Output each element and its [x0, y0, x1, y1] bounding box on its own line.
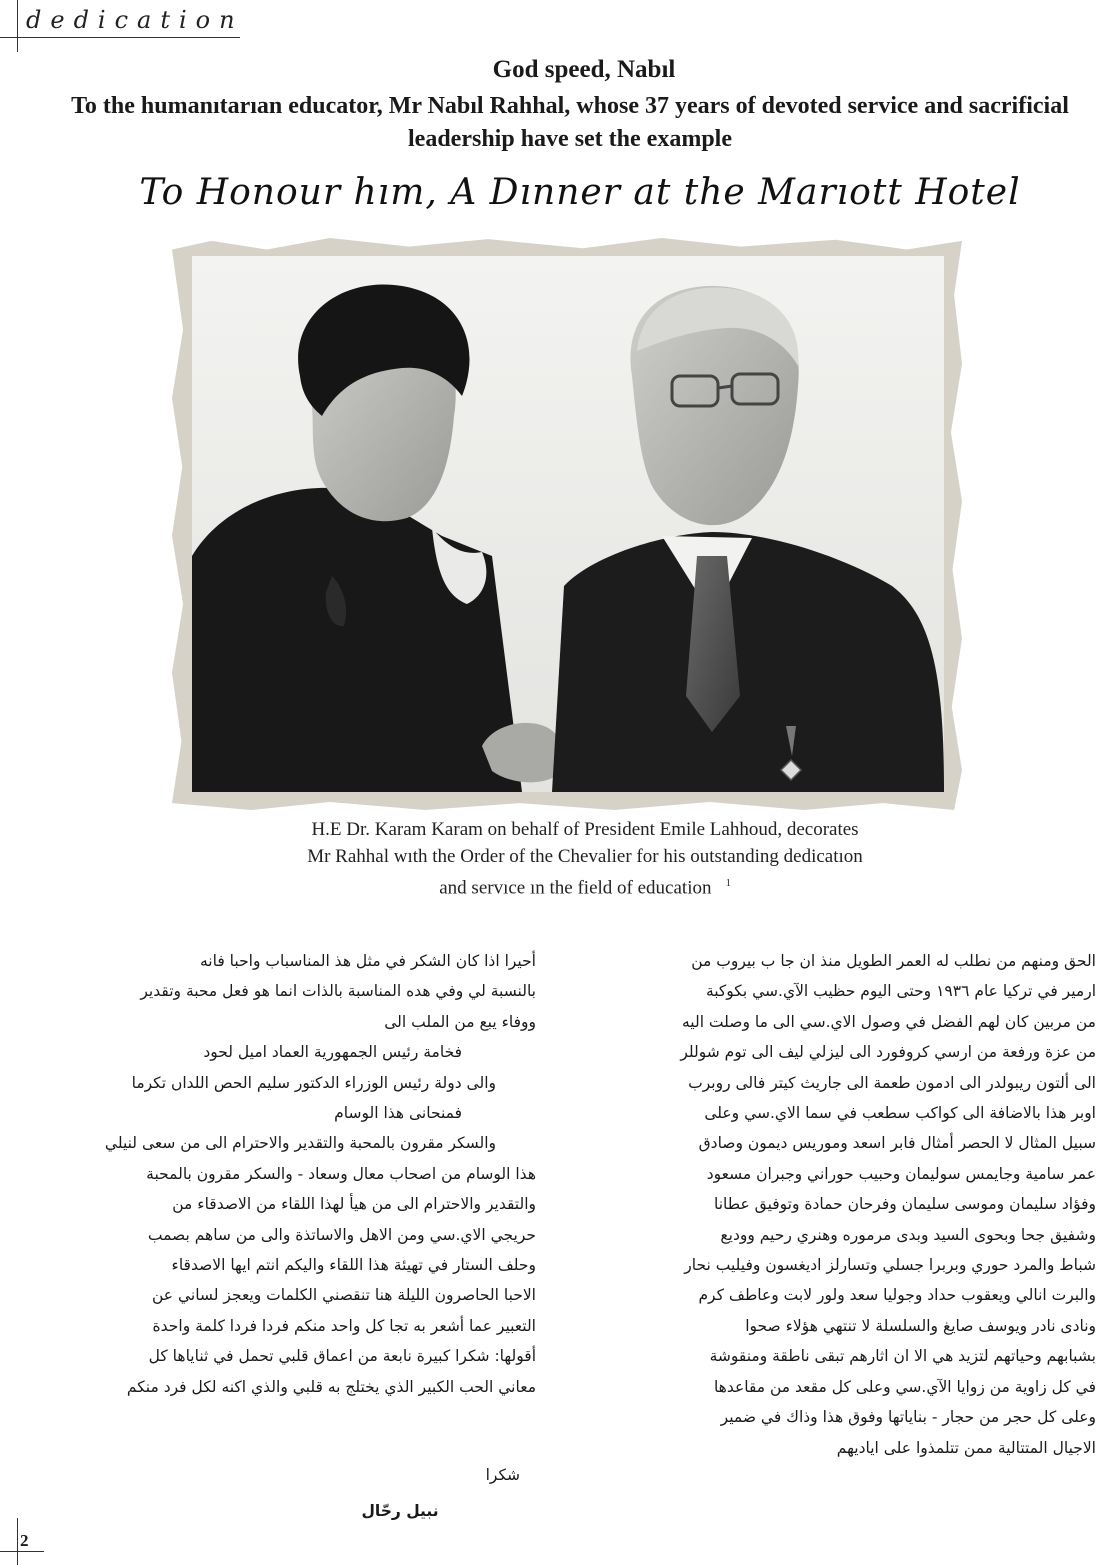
article-line: عمر سامية وجايمس سوليمان وحبيب حوراني وجبران مسعود — [706, 1164, 1096, 1183]
caption-line-3: and servıce ın the field of education — [439, 877, 712, 899]
section-label: dedication — [26, 6, 244, 34]
article-line: الى ألتون ريبولدر الى ادمون طعمة الى جاريث كيتر فالى روبرب — [688, 1073, 1096, 1092]
footer-horizontal-rule — [0, 1551, 44, 1552]
article-line: وحلف الستار في تهيئة هذا اللقاء واليكم انتم ايها الاصدقاء — [171, 1256, 536, 1275]
article-line: سبيل المثال لا الحصر أمثال فابر اسعد وموريس ديمون وصادق — [698, 1134, 1096, 1153]
article-line: بشبابهم وحياتهم لتزيد هي الا ان اثارهم تبقى ناطقة ومنقوشة — [709, 1347, 1096, 1366]
article-line: هذا الوسام من اصحاب معال وسعاد - والسكر مقرون بالمحبة — [146, 1164, 536, 1183]
article-line: شباط والمرد حوري وبربرا جسلي وتسارلز اديغسون وفيليب نحار — [684, 1256, 1096, 1275]
footer-vertical-rule — [17, 1518, 18, 1565]
article-line: والتقدير والاحترام الى من هيأ لهذا اللقاء من الاصدقاء من — [172, 1195, 536, 1214]
caption-line-2: Mr Rahhal wıth the Order of the Chevalier for his outstanding dedicatıon — [307, 846, 863, 867]
article-line: ووفاء يبع من الملب الى — [384, 1012, 536, 1031]
script-subtitle: To Honour hım, A Dınner at the Marıott Hotel — [139, 172, 1021, 213]
article-line: التعبير عما أشعر به تجا كل واحد منكم فردا فردا كلمة واحدة — [152, 1316, 536, 1335]
subheadline: To the humanıtarıan educator, Mr Nabıl Rahhal, whose 37 years of devoted service and sacrificial leadership have set the example — [71, 93, 1069, 152]
article-line: أقولها: شكرا كبيرة نابعة من اعماق قلبي تحمل في ثناياها كل — [148, 1347, 536, 1366]
page-number: 2 — [20, 1531, 29, 1550]
article-line: وفؤاد سليمان وموسى سليمان وفرحان حمادة وتوفيق عطانا — [714, 1195, 1096, 1214]
article-line: والى دولة رئيس الوزراء الدكتور سليم الحص اللداں تكرما — [131, 1073, 496, 1092]
article-line: من مربين كان لهم الفضل في وصول الاي.سي الى ما وصلت اليه — [681, 1012, 1096, 1031]
ceremony-photo-illustration — [192, 256, 944, 792]
article-line: اوبر هذا بالاضافة الى كواكب سطعب في سما الاي.سي وعلى — [704, 1104, 1096, 1123]
header-vertical-rule — [17, 0, 18, 52]
article-line: بالنسبة لي وفي هده المناسبة بالذات انما هو فعل محبة وتقدير — [140, 982, 536, 1001]
article-line: أحيرا اذا كان الشكر في مثل هذ المناسباب واحبا فانه — [200, 952, 536, 970]
article-line: حريجي الاي.سي ومن الاهل والاساتذة والى من ساهم بصمب — [147, 1225, 536, 1244]
closing-thanks: شكرا — [485, 1466, 520, 1484]
article-line: الاجيال المتتالية ممن تتلمذوا على اياديهم — [836, 1438, 1096, 1457]
article-line: في كل زاوية من زوايا الآي.سي وعلى كل مقعد من مقاعدها — [713, 1377, 1096, 1396]
article-line: ارمير في تركيا عام ١٩٣٦ وحتى اليوم حظيب الآي.سي بكوكبة — [705, 982, 1096, 1001]
footnote-mark: 1 — [725, 878, 731, 889]
header-horizontal-rule — [0, 37, 240, 38]
article-line: والسكر مقرون بالمحبة والتقدير والاحترام الى من سعى لنيلي — [104, 1134, 496, 1153]
article-line: وشفيق جحا وبحوى السيد وبدى مرموره وهنري رحيم ووديع — [720, 1225, 1096, 1244]
article-line: فمنحانى هذا الوسام — [334, 1104, 462, 1123]
article-line: من عزة ورفعة من ارسي كروفورد الى ليزلي ليف الى توم شوللر — [680, 1043, 1096, 1062]
article-line: فخامة رئيس الجمهورية العماد اميل لحود — [203, 1043, 462, 1062]
ceremony-photo — [192, 256, 944, 792]
photo-frame — [172, 238, 962, 810]
photo-caption — [200, 816, 970, 901]
author-signature: نبيل رحّال — [361, 1502, 439, 1520]
article-line: ونادى نادر ويوسف صايغ والسلسلة لا تنتهي هؤلاء صحوا — [745, 1316, 1096, 1335]
caption-line-1: H.E Dr. Karam Karam on behalf of President Emile Lahhoud, decorates — [311, 819, 859, 840]
article-line: الحق ومنهم من نطلب له العمر الطويل منذ ان جا ب بيروب من — [691, 952, 1096, 970]
article-line: معاني الحب الكبير الذي يختلج به قلبي والذي اكنه لكل فرد منكم — [126, 1377, 536, 1396]
article-right-column — [610, 946, 1096, 1463]
headline: God speed, Nabıl — [492, 56, 676, 83]
article-left-column — [48, 946, 536, 1402]
article-line: والبرت انالي ويعقوب حداد وجوليا سعد ولور لابت وعاطف كرم — [698, 1286, 1096, 1305]
article-line: وعلى كل حجر من حجار - بناياتها وفوق هذا وذاك في ضمير — [720, 1408, 1096, 1427]
article-line: الاحبا الحاصرون الليلة هنا تنقصني الكلمات ويعجز لساني عن — [152, 1286, 536, 1305]
